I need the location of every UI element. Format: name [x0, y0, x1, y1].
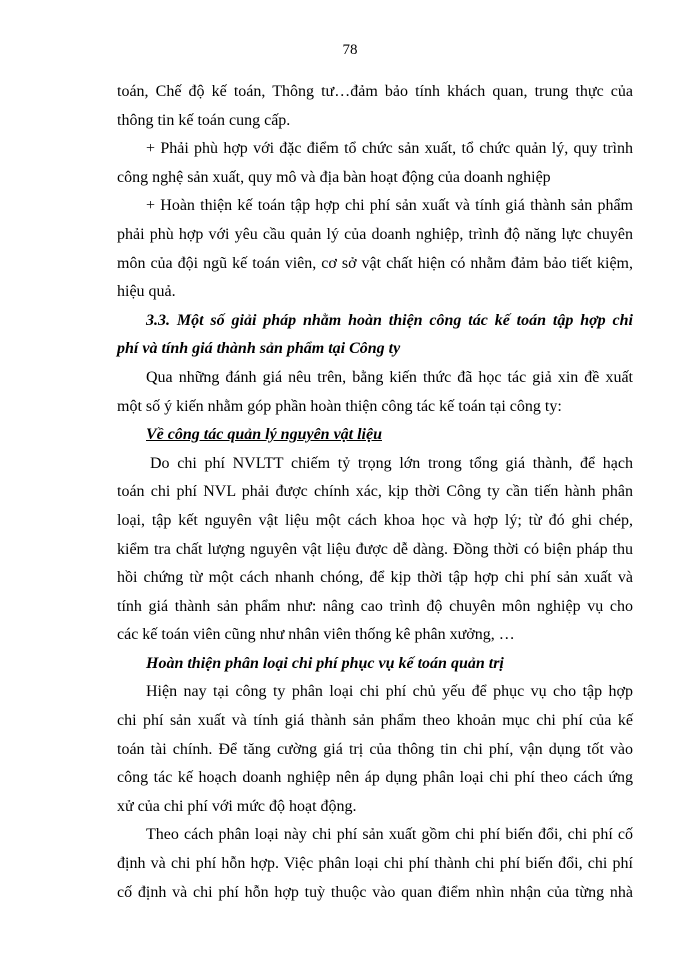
- text-line: công nghệ sản xuất, quy mô và địa bàn hoạt động của doanh nghiệp: [117, 168, 551, 186]
- text-line: toán, Chế độ kế toán, Thông tư…đảm bảo tính khách quan, trung thực của: [117, 83, 633, 100]
- text-line: Hiện nay tại công ty phân loại chi phí chủ yếu để phục vụ cho tập hợp: [146, 683, 633, 701]
- text-line: + Hoàn thiện kế toán tập hợp chi phí sản xuất và tính giá thành sản phẩm: [146, 197, 633, 215]
- text-line: định và chi phí hỗn hợp. Việc phân loại chi phí thành chi phí biến đổi, chi phí: [117, 855, 633, 873]
- text-line: Qua những đánh giá nêu trên, bằng kiến thức đã học tác giả xin đề xuất: [146, 368, 633, 386]
- text-line: loại, tập kết nguyên vật liệu một cách khoa học và hợp lý; từ đó ghi chép,: [117, 511, 633, 529]
- text-line: hồi chứng từ một cách nhanh chóng, để kịp thời tập hợp chi phí sản xuất và: [117, 569, 633, 587]
- text-line: tính giá thành sản phẩm như: nâng cao trình độ chuyên môn nghiệp vụ cho: [117, 597, 633, 615]
- subsection-heading: Hoàn thiện phân loại chi phí phục vụ kế toán quản trị: [146, 654, 504, 672]
- text-line: một số ý kiến nhằm góp phần hoàn thiện công tác kế toán tại công ty:: [117, 397, 562, 415]
- text-line: phải phù hợp với yêu cầu quản lý của doanh nghiệp, trình độ năng lực chuyên: [117, 225, 633, 243]
- text-line: Do chi phí NVLTT chiếm tỷ trọng lớn trong tổng giá thành, để hạch: [150, 454, 633, 472]
- text-line: cố định và chi phí hỗn hợp tuỳ thuộc vào quan điểm nhìn nhận của từng nhà: [117, 883, 633, 901]
- section-heading: phí và tính giá thành sản phẩm tại Công ty: [117, 340, 401, 358]
- body-text: [117, 78, 633, 907]
- text-line: kiểm tra chất lượng nguyên vật liệu được dễ dàng. Đồng thời có biện pháp thu: [117, 540, 633, 558]
- section-heading: 3.3. Một số giải pháp nhằm hoàn thiện công tác kế toán tập hợp chi: [146, 311, 633, 329]
- subsection-heading: Về công tác quản lý nguyên vật liệu: [146, 426, 382, 444]
- text-line: công tác kế hoạch doanh nghiệp nên áp dụng phân loại chi phí theo cách ứng: [117, 769, 633, 787]
- text-line: hiệu quả.: [117, 283, 176, 301]
- page-number: 78: [342, 42, 358, 58]
- text-line: thông tin kế toán cung cấp.: [117, 111, 291, 129]
- text-line: toán chi phí NVL phải được chính xác, kịp thời Công ty cần tiến hành phân: [117, 483, 633, 501]
- text-line: + Phải phù hợp với đặc điểm tổ chức sản xuất, tổ chức quản lý, quy trình: [146, 140, 633, 158]
- text-line: chi phí sản xuất và tính giá thành sản phẩm theo khoản mục chi phí của kế: [117, 712, 633, 730]
- text-line: Theo cách phân loại này chi phí sản xuất gồm chi phí biến đổi, chi phí cố: [146, 826, 633, 844]
- text-line: xử của chi phí với mức độ hoạt động.: [117, 797, 357, 815]
- text-line: toán tài chính. Để tăng cường giá trị của thông tin chi phí, vận dụng tốt vào: [117, 740, 633, 758]
- text-line: môn của đội ngũ kế toán viên, cơ sở vật chất hiện có nhằm đảm bảo tiết kiệm,: [117, 254, 633, 272]
- text-line: các kế toán viên cũng như nhân viên thống kê phân xưởng, …: [117, 626, 515, 644]
